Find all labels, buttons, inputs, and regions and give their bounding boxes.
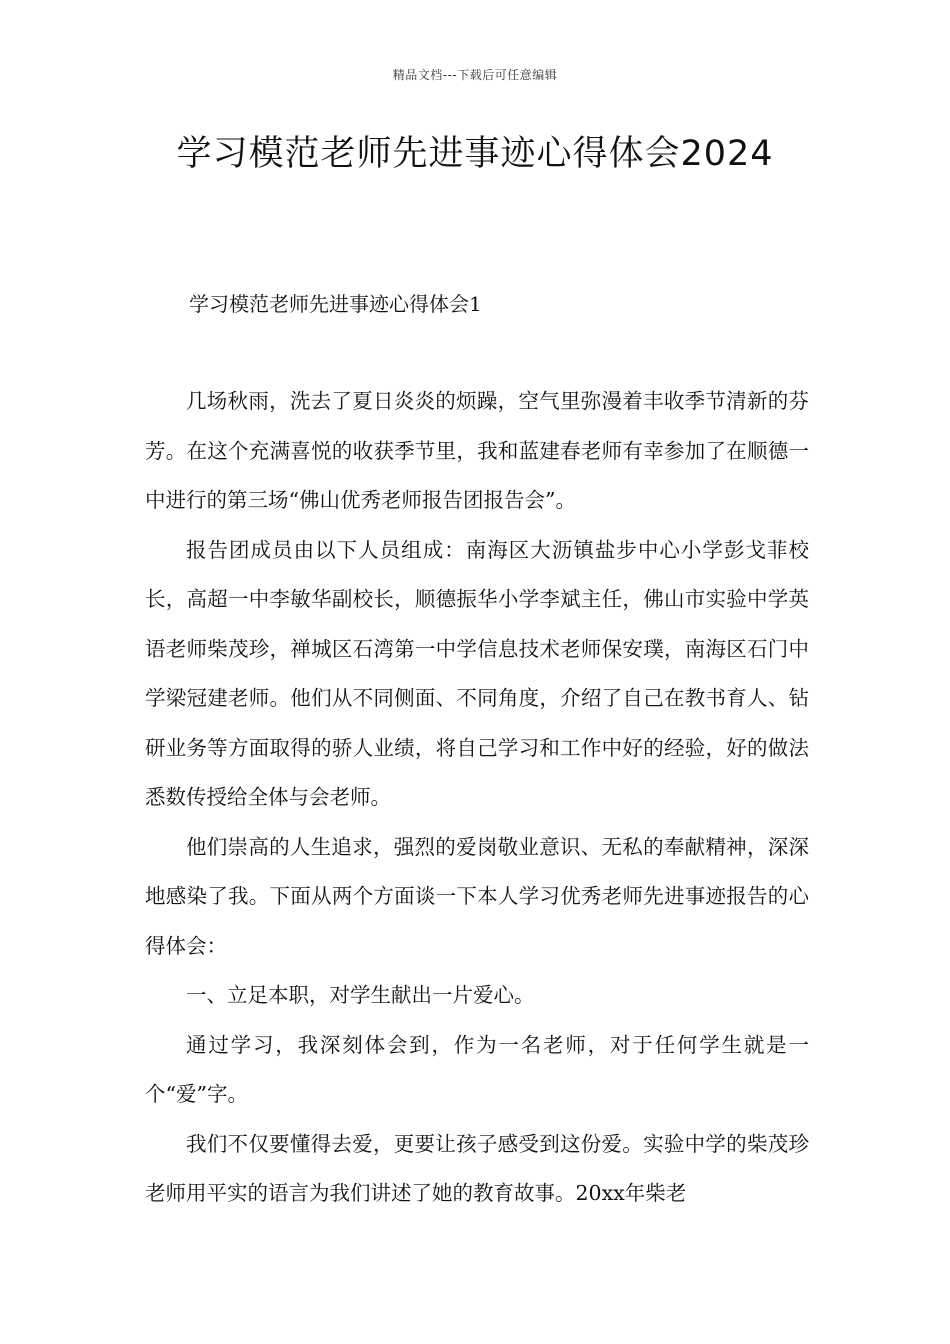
header-note: 精品文档---下载后可任意编辑 (392, 68, 558, 82)
paragraph: 一、立足本职，对学生献出一片爱心。 (186, 983, 535, 1007)
paragraph: 他们崇高的人生追求，强烈的爱岗敬业意识、无私的奉献精神，深深地感染了我。下面从两个方面谈一下本人学习优秀老师先进事迹报告的心得体会： (145, 834, 809, 958)
paragraph: 报告团成员由以下人员组成：南海区大沥镇盐步中心小学彭戈菲校长，高超一中李敏华副校长，顺德振华小学李斌主任，佛山市实验中学英语老师柴茂珍，禅城区石湾第一中学信息技术老师保安璞，南海区石门中学梁冠建老师。他们从不同侧面、不同角度，介绍了自己在教书育人、钻研业务等方面取得的骄人业绩，将自己学习和工作中好的经验，好的做法悉数传授给全体与会老师。 (145, 537, 809, 809)
paragraph: 我们不仅要懂得去爱，更要让孩子感受到这份爱。实验中学的柴茂珍老师用平实的语言为我们讲述了她的教育故事。20xx年柴老 (145, 1131, 809, 1205)
document-body (145, 377, 809, 1219)
paragraph: 通过学习，我深刻体会到，作为一名老师，对于任何学生就是一个“爱”字。 (145, 1032, 809, 1106)
document-title: 学习模范老师先进事迹心得体会2024 (176, 134, 774, 174)
paragraph: 几场秋雨，洗去了夏日炎炎的烦躁，空气里弥漫着丰收季节清新的芬芳。在这个充满喜悦的收获季节里，我和蓝建春老师有幸参加了在顺德一中进行的第三场“佛山优秀老师报告团报告会”。 (145, 389, 809, 512)
section-heading: 学习模范老师先进事迹心得体会1 (189, 292, 482, 316)
